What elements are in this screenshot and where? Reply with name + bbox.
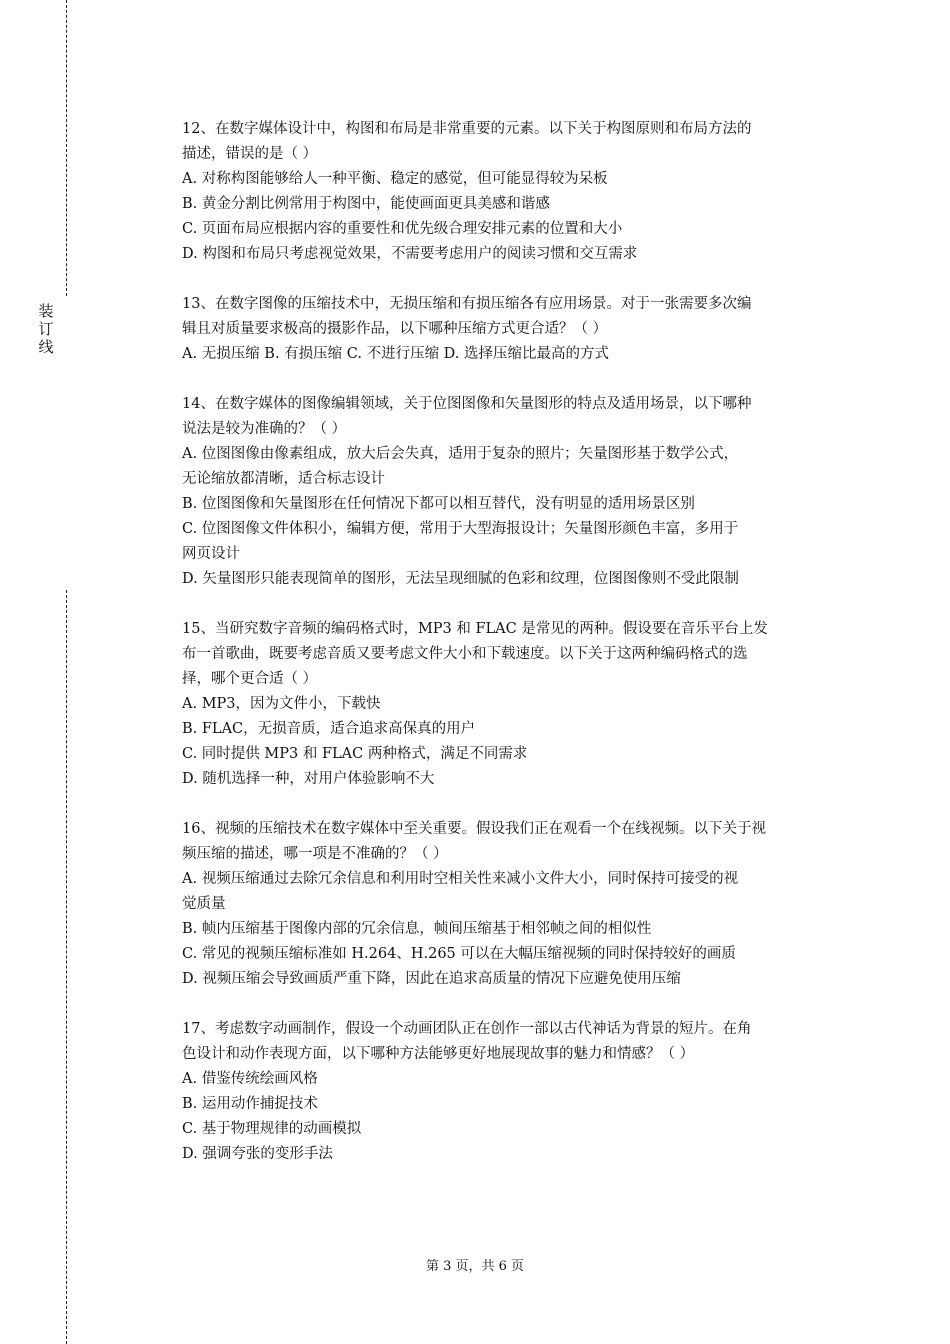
question-option-line: C. 页面布局应根据内容的重要性和优先级合理安排元素的位置和大小: [182, 221, 623, 237]
question-option-line: D. 视频压缩会导致画质严重下降，因此在追求高质量的情况下应避免使用压缩: [182, 971, 681, 987]
question-block: [182, 817, 842, 992]
question-block: [182, 392, 842, 592]
question-option-line: D. 构图和布局只考虑视觉效果，不需要考虑用户的阅读习惯和交互需求: [182, 246, 638, 262]
binding-label-char: 订: [38, 320, 54, 338]
question-option-line: 觉质量: [182, 896, 226, 912]
question-option-line: A. 视频压缩通过去除冗余信息和利用时空相关性来减小文件大小，同时保持可接受的视: [182, 871, 739, 887]
question-stem-line: 14、在数字媒体的图像编辑领域，关于位图图像和矢量图形的特点及适用场景，以下哪种: [182, 396, 752, 412]
question-list: [182, 117, 842, 1192]
question-stem-line: 择，哪个更合适（ ）: [182, 671, 318, 687]
question-option-line: A. 无损压缩 B. 有损压缩 C. 不进行压缩 D. 选择压缩比最高的方式: [182, 346, 610, 362]
question-option-line: A. MP3，因为文件小，下载快: [182, 696, 381, 712]
question-option-line: C. 基于物理规律的动画模拟: [182, 1121, 362, 1137]
question-block: [182, 117, 842, 267]
question-option-line: 网页设计: [182, 546, 240, 562]
page-footer: 第 3 页，共 6 页: [425, 1259, 525, 1274]
question-option-line: D. 随机选择一种，对用户体验影响不大: [182, 771, 435, 787]
question-block: [182, 292, 842, 367]
binding-label-char: 线: [38, 338, 54, 356]
question-stem-line: 12、在数字媒体设计中，构图和布局是非常重要的元素。以下关于构图原则和布局方法的: [182, 121, 752, 137]
question-option-line: C. 同时提供 MP3 和 FLAC 两种格式，满足不同需求: [182, 746, 528, 762]
question-option-line: B. 运用动作捕捉技术: [182, 1096, 318, 1112]
question-stem-line: 15、当研究数字音频的编码格式时，MP3 和 FLAC 是常见的两种。假设要在音乐平台上发: [182, 621, 768, 637]
question-option-line: B. 位图图像和矢量图形在任何情况下都可以相互替代，没有明显的适用场景区别: [182, 496, 695, 512]
question-stem-line: 描述，错误的是（ ）: [182, 146, 318, 162]
question-stem-line: 色设计和动作表现方面，以下哪种方法能够更好地展现故事的魅力和情感？（ ）: [182, 1046, 695, 1062]
question-stem-line: 13、在数字图像的压缩技术中，无损压缩和有损压缩各有应用场景。对于一张需要多次编: [182, 296, 752, 312]
question-option-line: A. 对称构图能够给人一种平衡、稳定的感觉，但可能显得较为呆板: [182, 171, 608, 187]
question-block: [182, 1017, 842, 1167]
binding-label: [36, 302, 56, 356]
question-option-line: A. 借鉴传统绘画风格: [182, 1071, 318, 1087]
question-option-line: D. 强调夸张的变形手法: [182, 1146, 333, 1162]
question-block: [182, 617, 842, 792]
question-option-line: C. 常见的视频压缩标准如 H.264、H.265 可以在大幅压缩视频的同时保持较好的画质: [182, 946, 736, 962]
question-stem-line: 频压缩的描述，哪一项是不准确的？（ ）: [182, 846, 448, 862]
question-option-line: C. 位图图像文件体积小，编辑方便，常用于大型海报设计；矢量图形颜色丰富，多用于: [182, 521, 739, 537]
question-stem-line: 16、视频的压缩技术在数字媒体中至关重要。假设我们正在观看一个在线视频。以下关于视: [182, 821, 766, 837]
question-option-line: D. 矢量图形只能表现简单的图形，无法呈现细腻的色彩和纹理，位图图像则不受此限制: [182, 571, 739, 587]
question-option-line: B. 帧内压缩基于图像内部的冗余信息，帧间压缩基于相邻帧之间的相似性: [182, 921, 652, 937]
binding-line-top: [66, 0, 67, 296]
binding-label-char: 装: [38, 302, 54, 320]
question-option-line: 无论缩放都清晰，适合标志设计: [182, 471, 385, 487]
question-stem-line: 布一首歌曲，既要考虑音质又要考虑文件大小和下载速度。以下关于这两种编码格式的选: [182, 646, 748, 662]
question-option-line: B. FLAC，无损音质，适合追求高保真的用户: [182, 721, 476, 737]
question-stem-line: 说法是较为准确的？（ ）: [182, 421, 347, 437]
question-option-line: B. 黄金分割比例常用于构图中，能使画面更具美感和谐感: [182, 196, 550, 212]
question-option-line: A. 位图图像由像素组成，放大后会失真，适用于复杂的照片；矢量图形基于数学公式，: [182, 446, 739, 462]
question-stem-line: 17、考虑数字动画制作，假设一个动画团队正在创作一部以古代神话为背景的短片。在角: [182, 1021, 752, 1037]
question-stem-line: 辑且对质量要求极高的摄影作品，以下哪种压缩方式更合适？（ ）: [182, 321, 608, 337]
binding-line-bottom: [66, 590, 67, 1344]
